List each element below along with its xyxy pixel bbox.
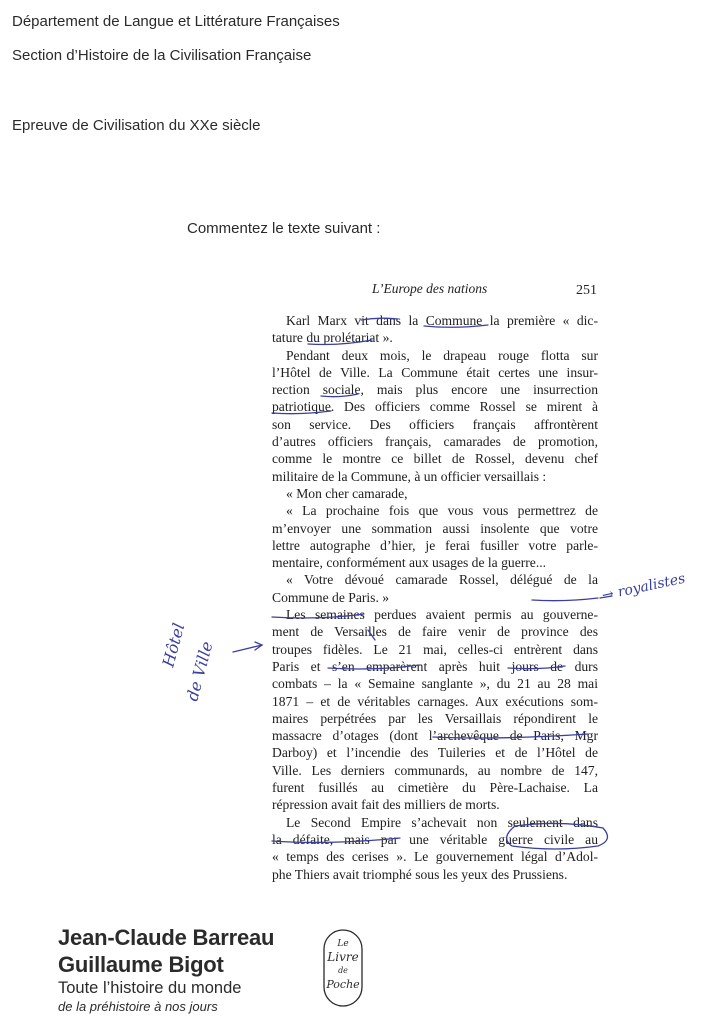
excerpt-line: Ville. Les derniers communards, au nombre de 147, [272, 762, 598, 778]
excerpt-line: furent fusillés au cimetière du Père-Lachaise. La [272, 780, 598, 796]
excerpt-line: mentaire, conformément aux usages de la guerre... [272, 555, 547, 571]
excerpt-line: patriotique. Des officiers comme Rossel se mirent à [272, 399, 598, 415]
handwritten-note-hotel: Hôtel [158, 621, 189, 670]
excerpt-line: son service. Des officiers français affrontèrent [272, 416, 598, 432]
livre-de-poche-logo [322, 928, 364, 1008]
cover-book-title: Toute l’histoire du monde [58, 979, 242, 997]
excerpt-line: ment de Versailles de faire venir de province des [272, 624, 598, 640]
excerpt-line: phe Thiers avait triomphé sous les yeux des Prussiens. [272, 866, 568, 882]
book-excerpt [272, 312, 598, 883]
excerpt-line: 1871 – et de véritables carnages. Aux exécutions som- [272, 693, 598, 709]
excerpt-line: répression avait fait des milliers de morts. [272, 797, 500, 813]
excerpt-line: la défaite, mais par une véritable guerre civile au [272, 831, 598, 847]
excerpt-line: « temps des cerises ». Le gouvernement légal d’Adol- [272, 849, 598, 865]
logo-word-poche: Poche [326, 978, 360, 991]
arrow-left-margin [233, 645, 262, 652]
excerpt-line: combats – la « Semaine sanglante », du 21 au 28 mai [272, 676, 598, 692]
excerpt-line: tature du prolétariat ». [272, 330, 393, 346]
department-title: Département de Langue et Littérature Françaises [12, 13, 340, 30]
excerpt-line: l’Hôtel de Ville. La Commune était certes une insur- [272, 364, 598, 380]
excerpt-line: m’envoyer une sommation aussi insolente que votre [272, 520, 598, 536]
cover-author-1: Jean-Claude Barreau [58, 925, 275, 950]
logo-word-le: Le [337, 939, 349, 949]
excerpt-line: troupes fidèles. Le 21 mai, celles-ci entrèrent dans [272, 641, 598, 657]
exam-instruction: Commentez le texte suivant : [187, 220, 381, 237]
excerpt-line: Darboy) et l’incendie des Tuileries et de l’Hôtel de [272, 745, 598, 761]
cover-book-subtitle: de la préhistoire à nos jours [58, 999, 218, 1014]
handwritten-note-de-ville: de Ville [182, 639, 217, 704]
excerpt-line: Karl Marx vit dans la Commune la première « dic- [286, 313, 598, 328]
excerpt-line: lettre autographe d’hier, je ferai fusiller votre parle- [272, 537, 598, 553]
excerpt-line: maires perpétrées par les Versaillais répondirent le [272, 710, 598, 726]
excerpt-line: Commune de Paris. » [272, 589, 390, 605]
excerpt-line: Les semaines perdues avaient permis au gouverne- [286, 607, 598, 623]
excerpt-line: d’autres officiers français, camarades de promotion, [272, 434, 598, 450]
logo-word-livre: Livre [327, 950, 359, 964]
excerpt-line: rection sociale, mais plus encore une insurrection [272, 382, 598, 398]
exam-title: Epreuve de Civilisation du XXe siècle [12, 117, 261, 134]
cover-author-2: Guillaume Bigot [58, 952, 224, 977]
excerpt-line: massacre d’otages (dont l’archevêque de Paris, Mgr [272, 728, 598, 744]
excerpt-line: militaire de la Commune, à un officier versaillais : [272, 468, 547, 484]
arrow-head-left [255, 642, 262, 650]
section-title: Section d’Histoire de la Civilisation Française [12, 47, 312, 64]
excerpt-line: « La prochaine fois que vous vous permettrez de [286, 503, 598, 519]
book-page-number: 251 [576, 283, 597, 298]
handwritten-note-royalistes: → royalistes [600, 570, 687, 604]
excerpt-line: Pendant deux mois, le drapeau rouge flotta sur [286, 347, 598, 363]
logo-word-de: de [338, 966, 348, 975]
excerpt-line: comme le montre ce billet de Rossel, devenu chef [272, 451, 598, 467]
excerpt-line: « Mon cher camarade, [286, 485, 408, 501]
excerpt-line: « Votre dévoué camarade Rossel, délégué de la [286, 572, 598, 588]
arrow-right-margin [600, 596, 612, 598]
book-running-head: L’Europe des nations [372, 281, 488, 296]
excerpt-line: Paris et s’en emparèrent après huit jours de durs [272, 658, 598, 674]
excerpt-line: Le Second Empire s’achevait non seulement dans [286, 814, 598, 830]
